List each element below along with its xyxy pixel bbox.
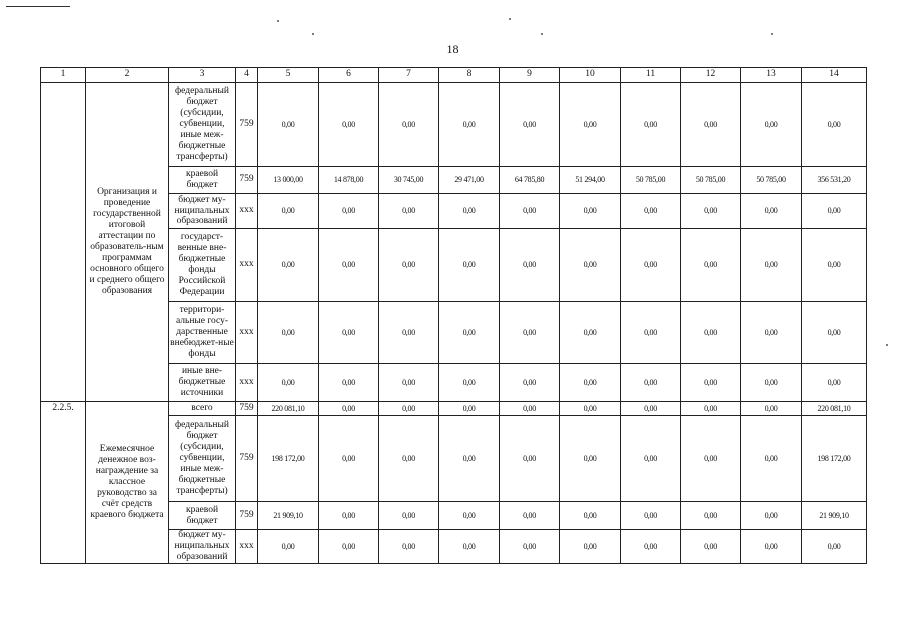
amount-cell: 0,00	[319, 416, 379, 502]
amount-cell: 0,00	[379, 502, 439, 530]
amount-cell: 0,00	[621, 194, 681, 229]
item-number: 2.2.5.	[41, 402, 86, 564]
amount-cell: 220 081,10	[802, 402, 867, 416]
column-number-row	[41, 68, 867, 83]
amount-cell: 0,00	[500, 530, 560, 564]
amount-cell: 0,00	[500, 402, 560, 416]
amount-cell: 0,00	[560, 530, 621, 564]
amount-cell: 0,00	[741, 83, 802, 167]
column-number: 3	[169, 68, 236, 83]
amount-cell: 0,00	[802, 194, 867, 229]
amount-cell: 0,00	[319, 530, 379, 564]
funding-source: государст-венные вне-бюджетные фонды Российской Федерации	[169, 229, 236, 302]
item-number	[41, 83, 86, 402]
amount-cell: 0,00	[741, 530, 802, 564]
budget-code: ххх	[236, 530, 258, 564]
budget-table	[40, 67, 867, 564]
amount-cell: 0,00	[560, 194, 621, 229]
amount-cell: 0,00	[500, 364, 560, 402]
item-name: Организация и проведение государственной итоговой аттестации по образователь-ным программам основного общего и среднего общего образования	[86, 83, 169, 402]
amount-cell: 0,00	[319, 364, 379, 402]
column-number: 4	[236, 68, 258, 83]
column-number: 14	[802, 68, 867, 83]
scan-speck	[509, 18, 511, 20]
amount-cell: 0,00	[319, 402, 379, 416]
amount-cell: 0,00	[621, 364, 681, 402]
amount-cell: 0,00	[681, 502, 741, 530]
amount-cell: 198 172,00	[802, 416, 867, 502]
amount-cell: 30 745,00	[379, 167, 439, 194]
funding-source: краевой бюджет	[169, 502, 236, 530]
column-number: 10	[560, 68, 621, 83]
amount-cell: 0,00	[621, 402, 681, 416]
budget-code: ххх	[236, 302, 258, 364]
amount-cell: 0,00	[439, 364, 500, 402]
amount-cell: 0,00	[741, 364, 802, 402]
amount-cell: 13 000,00	[258, 167, 319, 194]
amount-cell: 0,00	[741, 194, 802, 229]
amount-cell: 0,00	[560, 402, 621, 416]
amount-cell: 14 878,00	[319, 167, 379, 194]
page-number: 18	[446, 42, 459, 56]
amount-cell: 0,00	[560, 83, 621, 167]
amount-cell: 0,00	[802, 530, 867, 564]
funding-source: иные вне-бюджетные источники	[169, 364, 236, 402]
scan-speck	[771, 33, 773, 35]
amount-cell: 0,00	[681, 364, 741, 402]
amount-cell: 0,00	[802, 229, 867, 302]
amount-cell: 0,00	[681, 229, 741, 302]
amount-cell: 0,00	[500, 416, 560, 502]
amount-cell: 0,00	[802, 364, 867, 402]
amount-cell: 0,00	[741, 416, 802, 502]
amount-cell: 0,00	[500, 502, 560, 530]
amount-cell: 0,00	[379, 229, 439, 302]
amount-cell: 0,00	[439, 402, 500, 416]
amount-cell: 198 172,00	[258, 416, 319, 502]
amount-cell: 0,00	[319, 229, 379, 302]
budget-code: ххх	[236, 364, 258, 402]
amount-cell: 0,00	[439, 229, 500, 302]
amount-cell: 0,00	[258, 194, 319, 229]
amount-cell: 0,00	[439, 194, 500, 229]
table-row	[41, 402, 867, 416]
amount-cell: 0,00	[681, 530, 741, 564]
amount-cell: 0,00	[379, 83, 439, 167]
amount-cell: 0,00	[439, 83, 500, 167]
amount-cell: 0,00	[379, 416, 439, 502]
funding-source: бюджет му-ниципальных образований	[169, 194, 236, 229]
column-number: 12	[681, 68, 741, 83]
funding-source: бюджет му-ниципальных образований	[169, 530, 236, 564]
amount-cell: 0,00	[621, 502, 681, 530]
amount-cell: 0,00	[379, 402, 439, 416]
amount-cell: 0,00	[258, 364, 319, 402]
amount-cell: 0,00	[439, 416, 500, 502]
funding-source: краевой бюджет	[169, 167, 236, 194]
budget-code: ххх	[236, 194, 258, 229]
amount-cell: 0,00	[500, 83, 560, 167]
amount-cell: 0,00	[681, 302, 741, 364]
funding-source: всего	[169, 402, 236, 416]
amount-cell: 0,00	[560, 364, 621, 402]
column-number: 1	[41, 68, 86, 83]
amount-cell: 0,00	[379, 364, 439, 402]
amount-cell: 0,00	[379, 194, 439, 229]
amount-cell: 0,00	[319, 302, 379, 364]
amount-cell: 0,00	[681, 416, 741, 502]
amount-cell: 0,00	[560, 302, 621, 364]
amount-cell: 0,00	[621, 302, 681, 364]
amount-cell: 0,00	[681, 194, 741, 229]
column-number: 9	[500, 68, 560, 83]
amount-cell: 0,00	[500, 229, 560, 302]
amount-cell: 0,00	[560, 502, 621, 530]
funding-source: федеральный бюджет (субсидии, субвенции, иные меж-бюджетные трансферты)	[169, 83, 236, 167]
amount-cell: 0,00	[681, 83, 741, 167]
amount-cell: 64 785,80	[500, 167, 560, 194]
amount-cell: 0,00	[258, 83, 319, 167]
column-number: 13	[741, 68, 802, 83]
budget-code: ххх	[236, 229, 258, 302]
amount-cell: 0,00	[621, 83, 681, 167]
funding-source: федеральный бюджет (субсидии, субвенции, иные меж-бюджетные трансферты)	[169, 416, 236, 502]
amount-cell: 0,00	[621, 530, 681, 564]
amount-cell: 0,00	[319, 194, 379, 229]
budget-code: 759	[236, 402, 258, 416]
amount-cell: 0,00	[319, 502, 379, 530]
scan-speck	[312, 33, 314, 35]
scan-speck	[541, 33, 543, 35]
amount-cell: 0,00	[439, 302, 500, 364]
amount-cell: 220 081,10	[258, 402, 319, 416]
amount-cell: 0,00	[319, 83, 379, 167]
amount-cell: 0,00	[621, 229, 681, 302]
amount-cell: 50 785,00	[681, 167, 741, 194]
scan-speck	[277, 20, 279, 22]
table-row	[41, 83, 867, 167]
amount-cell: 21 909,10	[258, 502, 319, 530]
column-number: 11	[621, 68, 681, 83]
amount-cell: 0,00	[741, 502, 802, 530]
amount-cell: 0,00	[500, 194, 560, 229]
budget-code: 759	[236, 502, 258, 530]
amount-cell: 0,00	[439, 530, 500, 564]
funding-source: территори-альные госу-дарственные внебюджет-ные фонды	[169, 302, 236, 364]
amount-cell: 21 909,10	[802, 502, 867, 530]
amount-cell: 0,00	[741, 229, 802, 302]
column-number: 5	[258, 68, 319, 83]
amount-cell: 51 294,00	[560, 167, 621, 194]
amount-cell: 0,00	[741, 302, 802, 364]
header-rule	[6, 6, 70, 7]
amount-cell: 0,00	[258, 530, 319, 564]
budget-code: 759	[236, 167, 258, 194]
amount-cell: 0,00	[560, 416, 621, 502]
amount-cell: 0,00	[621, 416, 681, 502]
column-number: 8	[439, 68, 500, 83]
amount-cell: 0,00	[258, 302, 319, 364]
column-number: 6	[319, 68, 379, 83]
amount-cell: 0,00	[258, 229, 319, 302]
amount-cell: 50 785,00	[741, 167, 802, 194]
amount-cell: 29 471,00	[439, 167, 500, 194]
column-number: 7	[379, 68, 439, 83]
amount-cell: 0,00	[802, 302, 867, 364]
amount-cell: 0,00	[560, 229, 621, 302]
amount-cell: 356 531,20	[802, 167, 867, 194]
budget-code: 759	[236, 83, 258, 167]
amount-cell: 0,00	[439, 502, 500, 530]
amount-cell: 0,00	[802, 83, 867, 167]
amount-cell: 0,00	[741, 402, 802, 416]
column-number: 2	[86, 68, 169, 83]
budget-code: 759	[236, 416, 258, 502]
amount-cell: 0,00	[681, 402, 741, 416]
amount-cell: 50 785,00	[621, 167, 681, 194]
amount-cell: 0,00	[379, 302, 439, 364]
amount-cell: 0,00	[379, 530, 439, 564]
amount-cell: 0,00	[500, 302, 560, 364]
item-name: Ежемесячное денежное воз-награждение за классное руководство за счёт средств краевого бюджета	[86, 402, 169, 564]
scan-speck	[886, 344, 888, 346]
